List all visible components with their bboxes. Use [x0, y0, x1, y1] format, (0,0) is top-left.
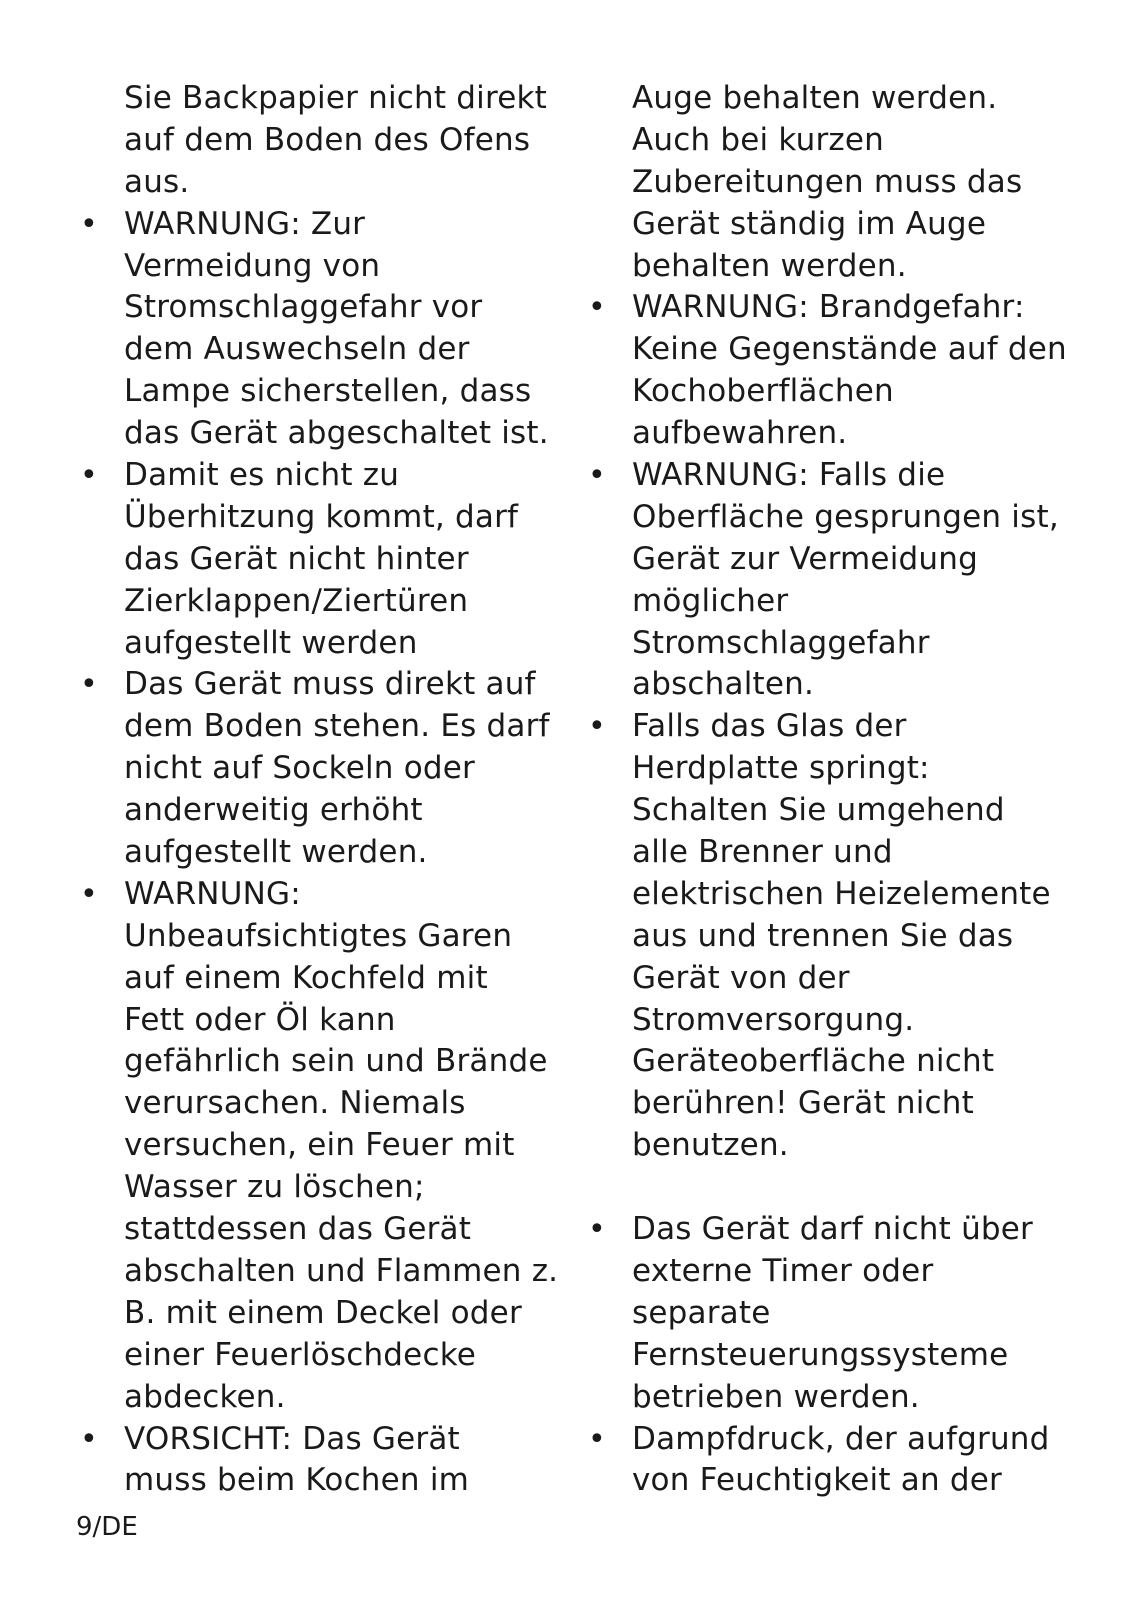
- bullet-icon: •: [80, 458, 98, 494]
- text-line: [632, 204, 1077, 246]
- bullet-icon: •: [80, 206, 98, 242]
- text-line: [632, 371, 1077, 413]
- text-line: [124, 1167, 569, 1209]
- bullet-line: [80, 204, 569, 246]
- line-text: abschalten.: [632, 666, 815, 703]
- line-text: Auch bei kurzen: [632, 121, 884, 158]
- text-line: [124, 1251, 569, 1293]
- line-text: auf einem Kochfeld mit: [124, 959, 488, 996]
- line-text: Das Gerät darf nicht über: [632, 1211, 1034, 1248]
- bullet-line: [80, 455, 569, 497]
- bullet-icon: •: [588, 709, 606, 745]
- line-text: das Gerät abgeschaltet ist.: [124, 415, 549, 452]
- line-text: separate: [632, 1294, 771, 1331]
- line-text: aufgestellt werden: [124, 624, 418, 661]
- line-text: Stromschlaggefahr: [632, 624, 930, 661]
- text-line: [632, 1251, 1077, 1293]
- text-line: [632, 162, 1077, 204]
- text-line: [124, 958, 569, 1000]
- text-line: [632, 1083, 1077, 1125]
- line-text: muss beim Kochen im: [124, 1462, 470, 1499]
- text-line: [124, 1209, 569, 1251]
- line-text: Zur: [300, 205, 366, 242]
- text-line: [632, 748, 1077, 790]
- line-text: aus und trennen Sie das: [632, 917, 1014, 954]
- line-text: Fernsteuerungssysteme: [632, 1336, 1009, 1373]
- text-line: [124, 246, 569, 288]
- line-text: Unbeaufsichtigtes Garen: [124, 917, 513, 954]
- text-line: [632, 120, 1077, 162]
- text-line: [124, 1041, 569, 1083]
- bullet-line: [80, 1419, 569, 1461]
- line-text: auf dem Boden des Ofens: [124, 121, 531, 158]
- line-text: Gerät von der: [632, 959, 850, 996]
- line-text: versuchen, ein Feuer mit: [124, 1127, 515, 1164]
- text-line: [124, 162, 569, 204]
- line-text: Auge behalten werden.: [632, 80, 998, 116]
- text-line: [124, 413, 569, 455]
- text-line: [124, 287, 569, 329]
- line-text: Wasser zu löschen;: [124, 1169, 425, 1206]
- line-text: alle Brenner und: [632, 834, 893, 871]
- line-text: Stromversorgung.: [632, 1001, 915, 1038]
- bullet-line: [588, 287, 1077, 329]
- text-line: [632, 497, 1077, 539]
- bullet-line: [588, 1419, 1077, 1461]
- text-line: [632, 581, 1077, 623]
- line-text: Keine Gegenstände auf den: [632, 331, 1067, 368]
- bullet-line: [588, 706, 1077, 748]
- text-line: [632, 1335, 1077, 1377]
- line-text: betrieben werden.: [632, 1378, 920, 1415]
- line-text: nicht auf Sockeln oder: [124, 750, 475, 787]
- line-text: Falls das Glas der: [632, 708, 907, 745]
- line-text: B. mit einem Deckel oder: [124, 1294, 522, 1331]
- bullet-icon: •: [80, 876, 98, 912]
- line-text: aufbewahren.: [632, 415, 848, 452]
- text-line: [124, 1000, 569, 1042]
- warning-keyword: WARNUNG:: [632, 457, 809, 494]
- text-line: [632, 664, 1077, 706]
- text-line: [632, 1377, 1077, 1419]
- line-text: Zubereitungen muss das: [632, 163, 1023, 200]
- page-number: 9/DE: [76, 1512, 138, 1542]
- line-text: abschalten und Flammen z.: [124, 1252, 559, 1289]
- warning-keyword: WARNUNG:: [632, 289, 809, 326]
- text-line: [124, 1293, 569, 1335]
- line-text: Brandgefahr:: [808, 289, 1025, 326]
- text-line: [632, 329, 1077, 371]
- text-line: [632, 916, 1077, 958]
- line-text: Lampe sicherstellen, dass: [124, 373, 532, 410]
- text-line: [124, 748, 569, 790]
- text-line: [124, 1083, 569, 1125]
- line-text: Überhitzung kommt, darf: [124, 498, 519, 535]
- text-line: [124, 497, 569, 539]
- paragraph-gap: [632, 1167, 1077, 1209]
- line-text: Schalten Sie umgehend: [632, 792, 1005, 829]
- bullet-icon: •: [588, 458, 606, 494]
- right-column: [588, 78, 1077, 1502]
- text-line: [124, 1460, 569, 1502]
- line-text: von Feuchtigkeit an der: [632, 1462, 1002, 1499]
- line-text: Vermeidung von: [124, 247, 381, 284]
- text-line: [632, 874, 1077, 916]
- text-line: [124, 329, 569, 371]
- bullet-icon: •: [588, 1212, 606, 1248]
- line-text: Stromschlaggefahr vor: [124, 289, 483, 326]
- line-text: Damit es nicht zu: [124, 457, 400, 494]
- text-line: [632, 539, 1077, 581]
- line-text: externe Timer oder: [632, 1252, 934, 1289]
- text-line: [632, 790, 1077, 832]
- text-line: [124, 623, 569, 665]
- text-line: [632, 832, 1077, 874]
- line-text: Das Gerät muss direkt auf: [124, 666, 536, 703]
- line-text: Sie Backpapier nicht direkt: [124, 80, 548, 116]
- text-line: [124, 790, 569, 832]
- text-line: [124, 1377, 569, 1419]
- line-text: das Gerät nicht hinter: [124, 540, 469, 577]
- line-text: Zierklappen/Ziertüren: [124, 582, 469, 619]
- line-text: Falls die: [808, 457, 946, 494]
- line-text: gefährlich sein und Brände: [124, 1043, 548, 1080]
- line-text: Oberfläche gesprungen ist,: [632, 498, 1059, 535]
- text-line: [124, 916, 569, 958]
- warning-keyword: WARNUNG:: [124, 875, 301, 912]
- line-text: Kochoberflächen: [632, 373, 894, 410]
- text-line: [632, 413, 1077, 455]
- line-text: Das Gerät: [292, 1420, 460, 1457]
- bullet-icon: •: [80, 667, 98, 703]
- warning-keyword: VORSICHT:: [124, 1420, 293, 1457]
- line-text: aufgestellt werden.: [124, 834, 428, 871]
- line-text: anderweitig erhöht: [124, 792, 423, 829]
- line-text: behalten werden.: [632, 247, 907, 284]
- line-text: Herdplatte springt:: [632, 750, 930, 787]
- text-line: [124, 832, 569, 874]
- text-line: [632, 246, 1077, 288]
- line-text: dem Auswechseln der: [124, 331, 470, 368]
- line-text: benutzen.: [632, 1127, 789, 1164]
- text-line: [124, 371, 569, 413]
- text-line: [124, 539, 569, 581]
- bullet-icon: •: [80, 1421, 98, 1457]
- text-line: [124, 1125, 569, 1167]
- text-line: [124, 706, 569, 748]
- line-text: stattdessen das Gerät: [124, 1211, 472, 1248]
- bullet-line: [80, 874, 569, 916]
- text-line: [124, 78, 569, 120]
- bullet-line: [80, 664, 569, 706]
- line-text: elektrischen Heizelemente: [632, 875, 1051, 912]
- line-text: berühren! Gerät nicht: [632, 1085, 975, 1122]
- text-line: [632, 958, 1077, 1000]
- text-line: [124, 581, 569, 623]
- bullet-icon: •: [588, 1421, 606, 1457]
- text-line: [124, 120, 569, 162]
- bullet-line: [588, 1209, 1077, 1251]
- line-text: Gerät zur Vermeidung: [632, 540, 978, 577]
- line-text: abdecken.: [124, 1378, 286, 1415]
- left-column: [80, 78, 569, 1502]
- bullet-icon: •: [588, 290, 606, 326]
- line-text: einer Feuerlöschdecke: [124, 1336, 477, 1373]
- text-line: [632, 1125, 1077, 1167]
- text-line: [632, 1041, 1077, 1083]
- text-line: [124, 1335, 569, 1377]
- text-line: [632, 78, 1077, 120]
- text-line: [632, 1000, 1077, 1042]
- text-line: [632, 1293, 1077, 1335]
- warning-keyword: WARNUNG:: [124, 205, 301, 242]
- text-line: [632, 1460, 1077, 1502]
- line-text: Gerät ständig im Auge: [632, 205, 987, 242]
- line-text: verursachen. Niemals: [124, 1085, 466, 1122]
- bullet-line: [588, 455, 1077, 497]
- line-text: Fett oder Öl kann: [124, 1001, 396, 1038]
- text-line: [632, 623, 1077, 665]
- line-text: Geräteoberfläche nicht: [632, 1043, 995, 1080]
- line-text: dem Boden stehen. Es darf: [124, 708, 550, 745]
- line-text: Dampfdruck, der aufgrund: [632, 1420, 1050, 1457]
- line-text: aus.: [124, 163, 190, 200]
- line-text: möglicher: [632, 582, 789, 619]
